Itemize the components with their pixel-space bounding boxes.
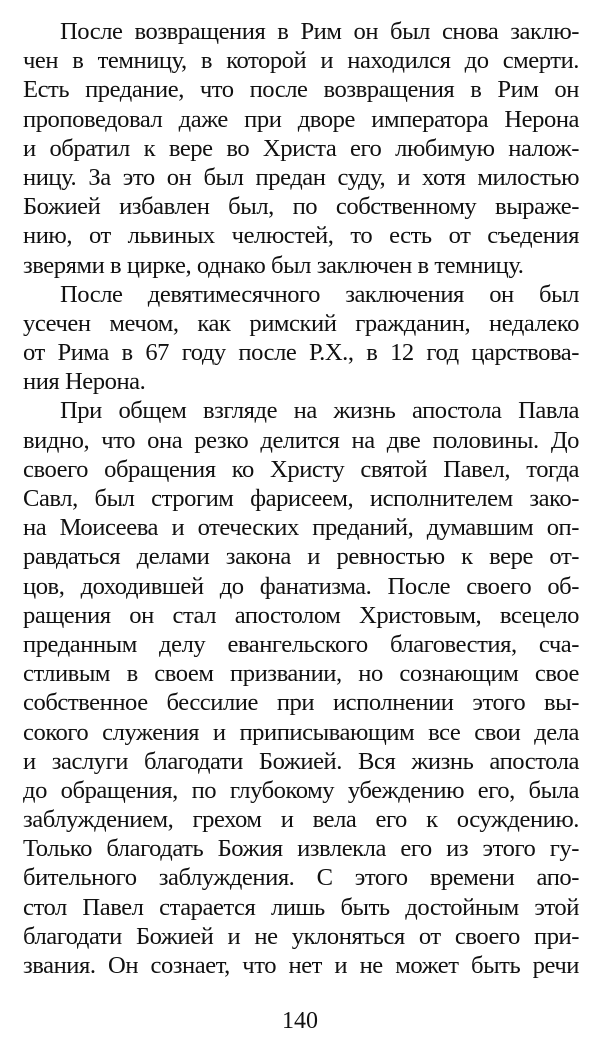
text-line: Только благодать Божия извлекла его из этого гу- — [23, 835, 579, 863]
text-line: зверями в цирке, однако был заключен в темницу. — [23, 251, 524, 279]
text-line: на Моисеева и отеческих преданий, думавшим оп- — [23, 514, 579, 542]
paragraph — [23, 17, 579, 280]
text-line: и обратил к вере во Христа его любимую налож- — [23, 134, 579, 162]
text-line: ращения он стал апостолом Христовым, всецело — [23, 601, 579, 629]
text-line: нию, от львиных челюстей, то есть от съедения — [23, 222, 579, 250]
text-line: После девятимесячного заключения он был — [60, 280, 579, 308]
text-line: Савл, был строгим фарисеем, исполнителем зако- — [23, 485, 579, 512]
text-line: цов, доходившей до фанатизма. После своего об- — [23, 572, 579, 600]
text-line: звания. Он сознает, что нет и не может быть речи — [23, 952, 579, 979]
text-line: проповедовал даже при дворе императора Нерона — [23, 105, 579, 133]
paragraph — [23, 396, 579, 980]
text-line: заблуждением, грехом и вела его к осуждению. — [23, 806, 579, 834]
text-line: Есть предание, что после возвращения в Рим он — [23, 76, 579, 104]
paragraph — [23, 280, 579, 397]
text-line: сокого служения и приписывающим все свои дела — [23, 718, 579, 746]
page-number: 140 — [282, 1008, 318, 1034]
text-line: стол Павел старается лишь быть достойным этой — [23, 893, 579, 921]
text-line: После возвращения в Рим он был снова заклю- — [60, 18, 579, 45]
text-line: благодати Божией и не уклоняться от своего при- — [23, 922, 579, 950]
text-line: ния Нерона. — [23, 368, 146, 396]
text-line: своего обращения ко Христу святой Павел, тогда — [23, 455, 579, 483]
text-line: Божией избавлен был, по собственному выраже- — [23, 193, 579, 221]
text-line: преданным делу евангельского благовестия, сча- — [23, 630, 579, 658]
text-line: до обращения, по глубокому убеждению его, была — [23, 776, 579, 804]
text-line: от Рима в 67 году после Р.Х., в 12 год царствова- — [23, 339, 579, 367]
text-line: видно, что она резко делится на две половины. До — [23, 426, 579, 454]
text-line: ницу. За это он был предан суду, и хотя милостью — [23, 163, 579, 191]
text-line: стливым в своем призвании, но сознающим свое — [23, 660, 579, 688]
text-line: При общем взгляде на жизнь апостола Павла — [60, 397, 579, 425]
text-line: чен в темницу, в которой и находился до смерти. — [23, 47, 579, 75]
page-body — [23, 17, 579, 980]
text-line: и заслуги благодати Божией. Вся жизнь апостола — [23, 747, 579, 775]
text-line: бительного заблуждения. С этого времени апо- — [23, 864, 579, 892]
text-line: собственное бессилие при исполнении этого вы- — [23, 689, 579, 717]
text-line: усечен мечом, как римский гражданин, недалеко — [23, 309, 579, 337]
text-line: равдаться делами закона и ревностью к вере от- — [23, 543, 579, 571]
